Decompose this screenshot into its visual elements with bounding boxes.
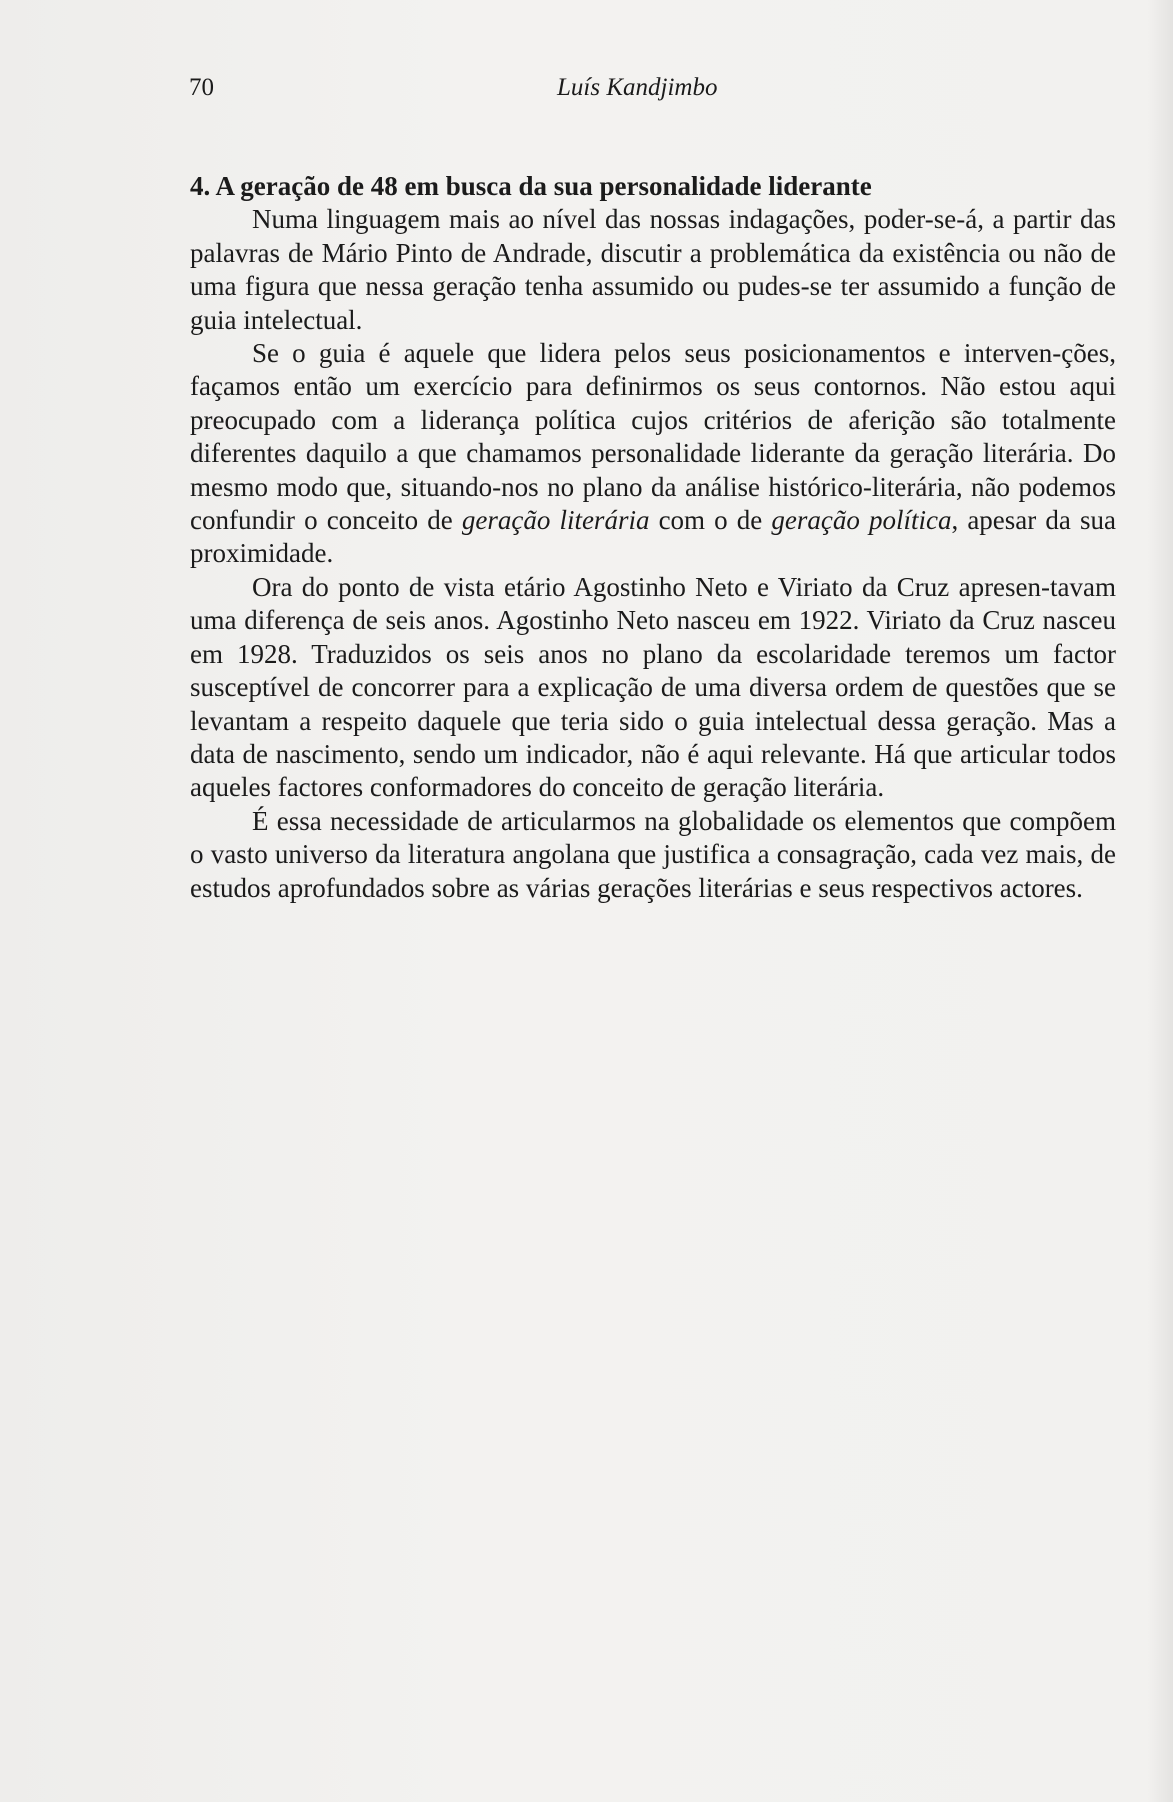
page-header bbox=[189, 74, 1119, 110]
paragraph-4: É essa necessidade de articularmos na globalidade os elementos que compõem o vasto universo da literatura angolana que justifica a consagração, cada vez mais, de estudos aprofundados sobre as várias gerações literárias e seus respectivos actores. bbox=[190, 805, 1116, 903]
page-number: 70 bbox=[189, 74, 214, 101]
page-edge-shadow bbox=[1147, 0, 1173, 1802]
running-head-author: Luís Kandjimbo bbox=[557, 74, 718, 101]
paragraph-2-text-c: , apesar da sua proximidade. bbox=[190, 505, 1116, 569]
page-body bbox=[190, 170, 1116, 905]
paragraph-2 bbox=[190, 337, 1116, 571]
paragraph-2-text-b: com o de bbox=[649, 505, 772, 536]
term-literary-generation: geração literária bbox=[461, 505, 650, 536]
section-heading: 4. A geração de 48 em busca da sua personalidade liderante bbox=[190, 171, 872, 201]
term-political-generation: geração política bbox=[771, 505, 952, 536]
paragraph-2-text-a: Se o guia é aquele que lidera pelos seus posicionamentos e interven-ções, façamos então um exercício para definirmos os seus contornos. Não estou aqui preocupado com a liderança política cujos critérios de aferição são totalmente diferentes daquilo a que chamamos personalidade liderante da geração literária. Do mesmo modo que, situando-nos no plano da análise histórico-literária, não podemos confundir o conceito de bbox=[190, 338, 1116, 536]
paragraph-3: Ora do ponto de vista etário Agostinho Neto e Viriato da Cruz apresen-tavam uma diferença de seis anos. Agostinho Neto nasceu em 1922. Viriato da Cruz nasceu em 1928. Traduzidos os seis anos no plano da escolaridade teremos um factor susceptível de concorrer para a explicação de uma diversa ordem de questões que se levantam a respeito daquele que teria sido o guia intelectual dessa geração. Mas a data de nascimento, sendo um indicador, não é aqui relevante. Há que articular todos aqueles factores conformadores do conceito de geração literária. bbox=[190, 571, 1116, 803]
paragraph-1: Numa linguagem mais ao nível das nossas indagações, poder-se-á, a partir das palavras de Mário Pinto de Andrade, discutir a problemática da existência ou não de uma figura que nessa geração tenha assumido ou pudes-se ter assumido a função de guia intelectual. bbox=[190, 204, 1116, 335]
